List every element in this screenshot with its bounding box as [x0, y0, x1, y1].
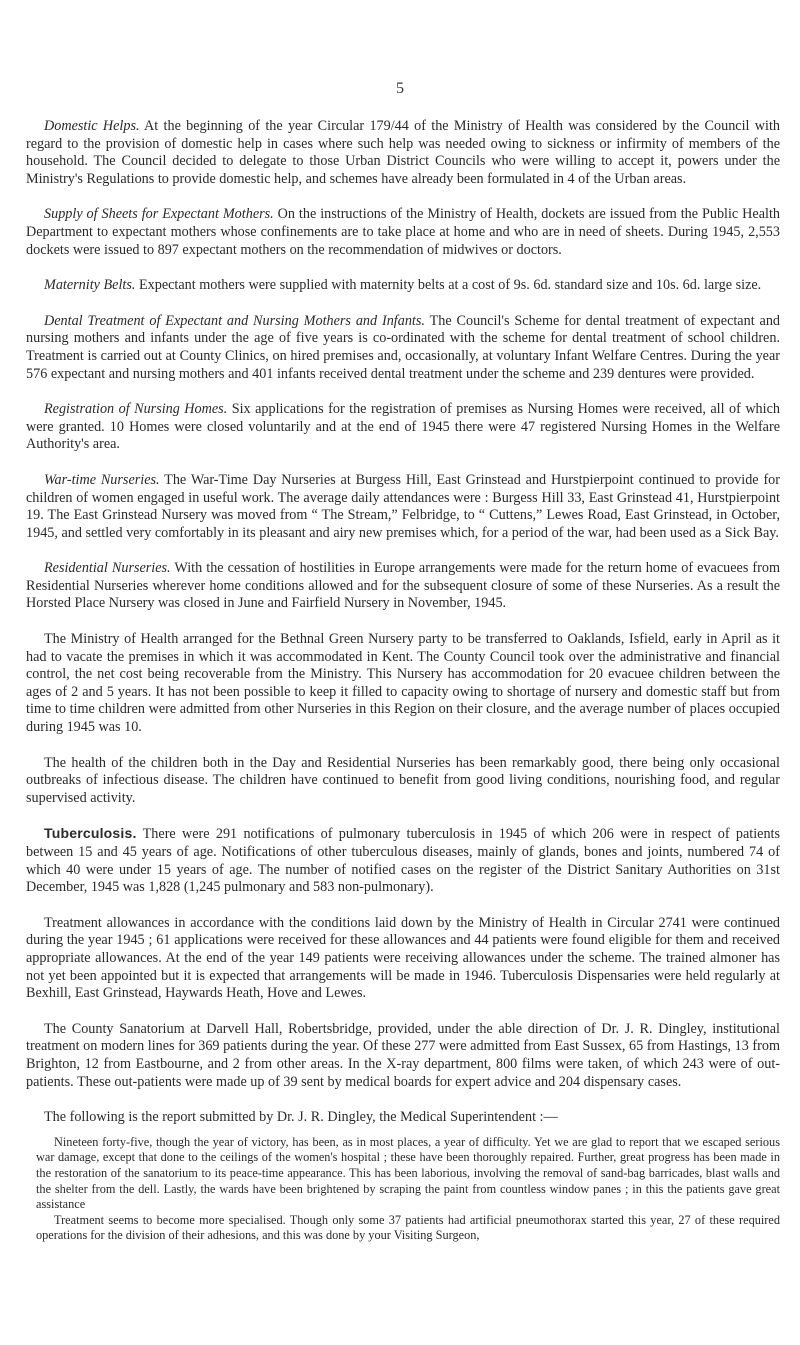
paragraph-supply-of-sheets: [26, 206, 780, 259]
paragraph-residential-nurseries: [26, 560, 780, 613]
quoted-report-paragraph: Treatment seems to become more specialised. Though only some 37 patients had artificial pneumothorax started this year, 27 of these required operations for the division of their adhesions, and this was done by your Visiting Surgeon,: [36, 1212, 780, 1243]
paragraph-heading: War-time Nurseries.: [44, 471, 160, 488]
paragraph-text: The Council's Scheme for dental treatment of expectant and nursing mothers and infants under the age of five years is co-ordinated with the scheme for dental treatment of school children. Treatment is carried out at County Clinics, on hired premises and, occasionally, at voluntary Infant Welfare Centres. During the year 576 expectant and nursing mothers and 401 infants received dental treatment under the scheme and 239 dentures were provided.: [26, 312, 781, 382]
paragraph-text: Expectant mothers were supplied with maternity belts at a cost of 9s. 6d. standard size and 10s. 6d. large size.: [135, 277, 762, 294]
paragraph-text: There were 291 notifications of pulmonary tuberculosis in 1945 of which 206 were in respect of patients between 15 and 45 years of age. Notifications of other tuberculous diseases, mainly of glands, bones and joints, numbered 74 of which 40 were under 15 years of age. The number of notified cases on the register of the District Sanitary Authorities on 31st December, 1945 was 1,828 (1,245 pulmonary and 583 non-pulmonary).: [26, 826, 780, 896]
paragraph-text: Treatment allowances in accordance with the conditions laid down by the Ministry of Health in Circular 2741 were continued during the year 1945 ; 61 applications were received for these allowances and 44 patients were found eligible for them and received appropriate allowances. At the end of the year 149 patients were receiving allowances under the scheme. The trained almoner has not yet been appointed but it is expected that arrangements will be made in 1946. Tuberculosis Dispensaries were held regularly at Bexhill, East Grinstead, Haywards Heath, Hove and Lewes.: [26, 914, 780, 1002]
paragraph-registration-nursing-homes: [26, 401, 780, 454]
paragraph-children-health: [26, 755, 780, 808]
paragraph-dental-treatment: [26, 313, 780, 383]
paragraph-text: On the instructions of the Ministry of Health, dockets are issued from the Public Health Department to expectant mothers whose confinements are to take place at home and who are in need of sheets. During 1945, 2,553 dockets were issued to 897 expectant mothers on the recommendation of midwives or doctors.: [26, 206, 780, 258]
paragraph-text: At the beginning of the year Circular 179/44 of the Ministry of Health was considered by the Council with regard to the provision of domestic help in cases where such help was needed owing to sickness or infirmity of members of the household. The Council decided to delegate to those Urban District Councils who were willing to accept it, powers under the Ministry's Regulations to provide domestic help, and schemes have already been formulated in 4 of the Urban areas.: [26, 118, 780, 187]
paragraph-heading: Supply of Sheets for Expectant Mothers.: [44, 206, 274, 223]
page-number: 5: [396, 80, 404, 97]
paragraph-text: The County Sanatorium at Darvell Hall, Robertsbridge, provided, under the able direction of Dr. J. R. Dingley, institutional treatment on modern lines for 369 patients during the year. Of these 277 were admitted from East Sussex, 65 from Hastings, 13 from Brighton, 12 from Eastbourne, and 2 from other areas. In the X-ray department, 800 films were taken, of which 243 were of out-patients. These out-patients were made up of 39 sent by medical boards for expert advice and 204 dispensary cases.: [26, 1020, 780, 1090]
paragraph-text: The Ministry of Health arranged for the Bethnal Green Nursery party to be transferred to Oaklands, Isfield, early in April as it had to vacate the premises in which it was accommodated in Kent. The County Council took over the administrative and financial control, the net cost being recoverable from the Ministry. This Nursery has accommodation for 20 evacuee children between the ages of 2 and 5 years. It has not been possible to keep it filled to capacity owing to shortage of nursery and domestic staff but from time to time children were admitted from other Nurseries in this Region on their closure, and the average number of places occupied during 1945 was 10.: [26, 631, 780, 736]
paragraph-text: The War-Time Day Nurseries at Burgess Hill, East Grinstead and Hurstpierpoint continued to provide for children of women engaged in useful work. The average daily attendances were : Burgess Hill 33, East Grinstead 41, Hurstpierpoint 19. The East Grinstead Nursery was moved from “ The Stream,” Felbridge, to “ Cuttens,” Lewes Road, East Grinstead, in October, 1945, and settled very comfortably in its pleasant and airy new premises which, for a period of the war, had been used as a Sick Bay.: [26, 471, 780, 541]
paragraph-text: The following is the report submitted by Dr. J. R. Dingley, the Medical Superintendent :—: [44, 1109, 558, 1126]
section-heading-tuberculosis: Tuberculosis.: [44, 825, 137, 842]
paragraph-maternity-belts: [26, 277, 780, 295]
paragraph-report-intro: [26, 1109, 780, 1127]
paragraph-treatment-allowances: [26, 915, 780, 1003]
quoted-report-paragraph: Nineteen forty-five, though the year of victory, has been, as in most places, a year of difficulty. Yet we are glad to report that we escaped serious war damage, except that done to the ceilings of the women's hospital ; these have been thoroughly repaired. Further, great progress has been made in the restoration of the sanatorium to its peace-time appearance. This has been laborious, involving the removal of sand-bag barricades, blast walls and the shelter from the dell. Lastly, the wards have been brightened by scraping the paint from countless window panes ; in this the patients gave great assistance: [36, 1134, 780, 1212]
paragraph-heading: Registration of Nursing Homes.: [44, 401, 228, 418]
paragraph-text: Six applications for the registration of premises as Nursing Homes were received, all of which were granted. 10 Homes were closed voluntarily and at the end of 1945 there were 47 registered Nursing Homes in the Welfare Authority's area.: [26, 401, 780, 453]
paragraph-heading: Maternity Belts.: [44, 277, 136, 294]
paragraph-heading: Dental Treatment of Expectant and Nursing Mothers and Infants.: [44, 312, 425, 329]
paragraph-heading: Domestic Helps.: [44, 118, 140, 134]
document-body: [26, 118, 780, 1244]
paragraph-text: With the cessation of hostilities in Europe arrangements were made for the return home of evacuees from Residential Nurseries wherever home conditions allowed and for the subsequent closure of some of these Nurseries. As a result the Horsted Place Nursery was closed in June and Fairfield Nursery in November, 1945.: [26, 560, 780, 612]
paragraph-bethnal-green-nursery: [26, 631, 780, 737]
paragraph-heading: Residential Nurseries.: [44, 560, 171, 577]
paragraph-war-time-nurseries: [26, 472, 780, 542]
paragraph-domestic-helps: [26, 118, 780, 188]
paragraph-tuberculosis: [26, 825, 780, 896]
paragraph-text: The health of the children both in the Day and Residential Nurseries has been remarkably good, there being only occasional outbreaks of infectious disease. The children have continued to benefit from good living conditions, nourishing food, and regular supervised activity.: [26, 754, 780, 806]
paragraph-county-sanatorium: [26, 1021, 780, 1091]
